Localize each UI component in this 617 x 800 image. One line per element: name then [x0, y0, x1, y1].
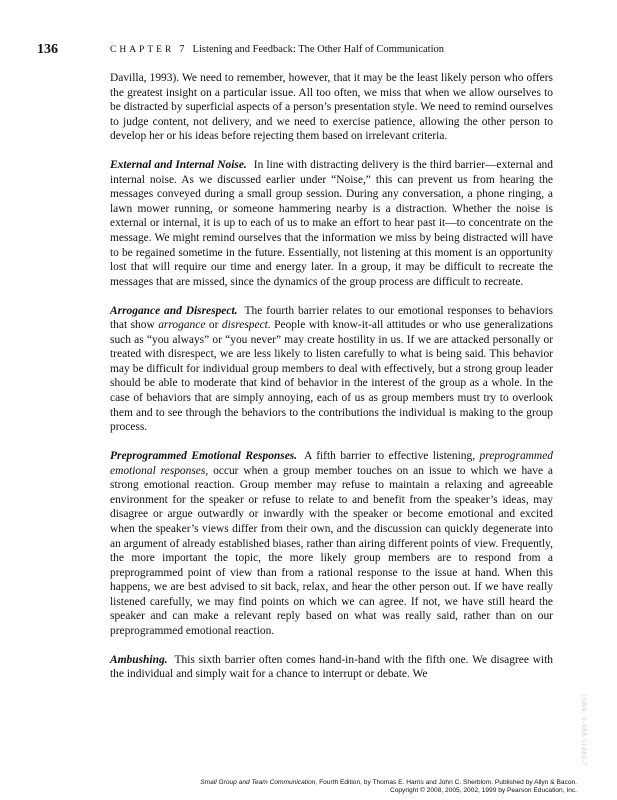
- page-number: 136: [37, 42, 58, 57]
- noise-heading: External and Internal Noise.: [110, 159, 247, 172]
- ambushing-text: This sixth barrier often comes hand-in-hand with the fifth one. We disagree with the individual and simply wait for a chance to interrupt or debate. We: [110, 653, 553, 681]
- arrogance-emphasis-1: arrogance: [158, 319, 206, 332]
- footer-line-2: Copyright © 2008, 2005, 2002, 1999 by Pearson Education, Inc.: [389, 787, 577, 795]
- preprogrammed-emphasis: preprogrammed emotional responses,: [110, 450, 553, 477]
- arrogance-text-2: or: [208, 319, 219, 332]
- chapter-title: Listening and Feedback: The Other Half of Communication: [192, 44, 444, 55]
- footer-publication: Fourth Edition, by Thomas E. Harris and John C. Sherblom. Published by Allyn & Bacon.: [319, 779, 577, 786]
- arrogance-emphasis-2: disrespect.: [221, 319, 271, 332]
- preprogrammed-text-2: occur when a group member touches on an issue to which we have a strong emotional reaction. Group member may refuse to maintain a relaxing and agreeable environment for the speaker or refuse to relate to and benefit from the speaker’s ideas, may disagree or argue outwardly or inwardly with the speaker or become emotional and excited when the speaker’s views differ from their own, and the discussion can quickly degenerate into an argument of already established biases, rather than airing different points of view. Frequently, the more important the topic, the more likely group members are to respond from a preprogrammed point of view than from a rational response to the issue at hand. When this happens, we are best advised to sit back, relax, and hear the other person out. If we have really listened carefully, we may find points on which we can agree. If not, we have still heard the speaker and can make a relevant reply based on what was really said, rather than on our preprogrammed emotional reaction.: [110, 464, 554, 637]
- arrogance-text-1: The fourth barrier relates to our emotional responses to behaviors that show: [110, 304, 553, 332]
- paragraph-preprogrammed: [110, 449, 553, 638]
- arrogance-text-3: People with know-it-all attitudes or who use generalizations such as “you always” or “you never” may create hostility in us. If we are attacked personally or treated with disrespect, we are less likely to listen carefully to what is being said. This behavior may be difficult for individual group members to deal with effectively, but a strong group leader should be able to moderate that kind of behavior in the interest of the group as a whole. In the case of behaviors that are simply annoying, each of us as group members must try to overlook them and to see through the behaviors to the contributions the individual is making to the group process.: [110, 319, 554, 434]
- paragraph-continuation: Davilla, 1993). We need to remember, however, that it may be the least likely person who offers the greatest insight on a particular issue. All too often, we miss that when we allow ourselves to be distracted by superficial aspects of a person’s presentation style. We need to remind ourselves to judge content, not delivery, and we need to exercise patience, allowing the other person to develop her or his ideas before rejecting them based on irrelevant criteria.: [110, 72, 553, 143]
- footer-book-title: Small Group and Team Communication,: [200, 779, 318, 786]
- body-text: [110, 71, 553, 682]
- isbn-watermark: ISBN: 0-558-11282-7: [580, 695, 586, 767]
- running-head: [110, 45, 444, 56]
- ambushing-heading: Ambushing.: [110, 653, 168, 666]
- chapter-label: CHAPTER: [110, 45, 175, 55]
- noise-text: In line with distracting delivery is the third barrier—external and internal noise. As we discussed earlier under “Noise,” this can prevent us from hearing the messages conveyed during a small group session. During any conversation, a phone ringing, a lawn mower running, or someone hammering nearby is a distraction. Whether the noise is external or internal, it is up to each of us to make an effort to hear past it—to concentrate on the message. We might remind ourselves that the information we miss by being distracted will have to be regained sometime in the future. Essentially, not listening at this moment is an opportunity lost that will require our time and energy later. In a group, it may be difficult to recreate the messages that are missed, since the dynamics of the group process are difficult to recreate.: [110, 159, 553, 288]
- paragraph-ambushing: [110, 653, 553, 682]
- paragraph-noise: [110, 158, 553, 289]
- chapter-number: 7: [179, 44, 185, 55]
- copyright-footer: [200, 779, 577, 796]
- paragraph-arrogance: [110, 304, 553, 435]
- arrogance-heading: Arrogance and Disrespect.: [110, 304, 238, 317]
- preprogrammed-heading: Preprogrammed Emotional Responses.: [110, 450, 298, 463]
- preprogrammed-text-1: A fifth barrier to effective listening,: [304, 450, 476, 463]
